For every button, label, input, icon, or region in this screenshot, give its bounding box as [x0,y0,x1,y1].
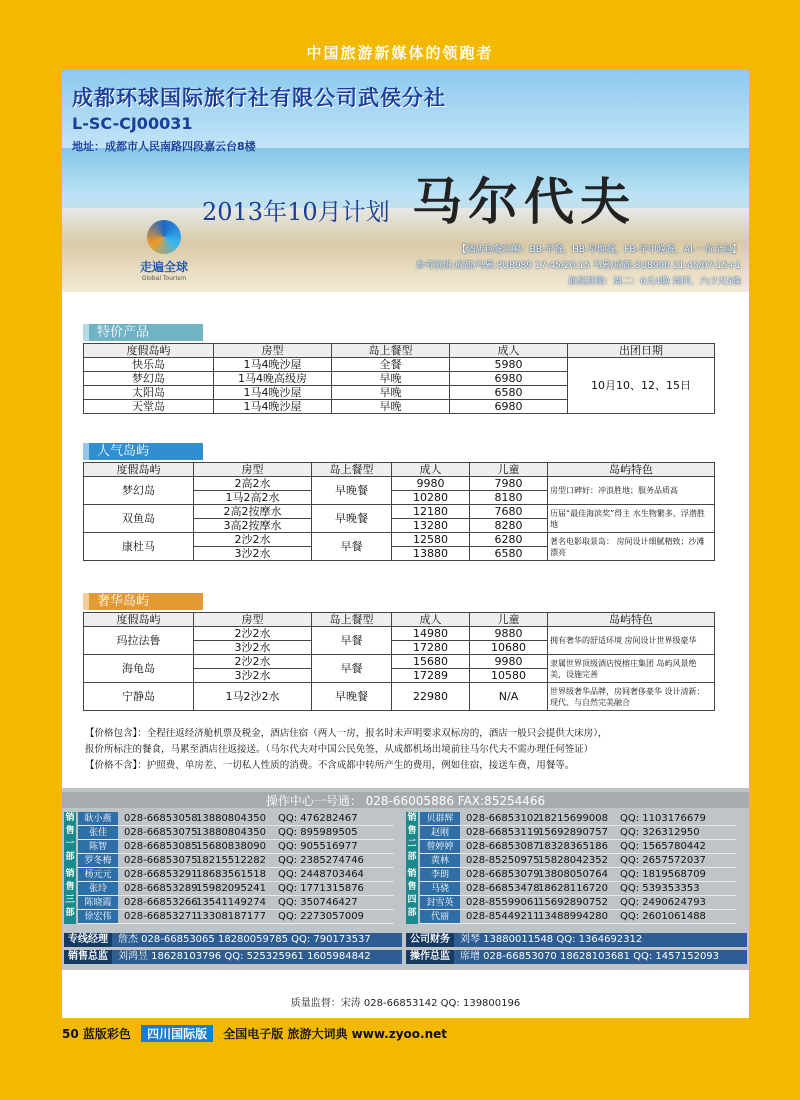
company-name: 成都环球国际旅行社有限公司武侯分社 [72,86,446,110]
column-header: 岛上餐型 [332,344,450,358]
footer-website: www.zyoo.net [351,1027,447,1041]
contact-qq: QQ: 326312950 [620,827,700,838]
contact-qq: QQ: 905516977 [278,841,358,852]
contact-mobile: 15982095241 [196,883,266,894]
room-cell: 3沙2水 [194,547,312,561]
room-cell: 1马2高2水 [194,491,312,505]
departure-date-cell: 10月10、12、15日 [568,358,715,414]
island-cell: 太阳岛 [84,386,214,400]
contact-phone: 028-66853289 [124,883,198,894]
luxury-section-title: 奢华岛屿 [83,593,203,610]
table-header-row [84,613,715,627]
column-header: 儿童 [470,463,548,477]
child-price-cell: 10580 [470,669,548,683]
license-number: L-SC-CJ00031 [72,114,193,133]
page-footer [62,1025,762,1045]
contact-mobile: 18683561518 [196,869,266,880]
sea-band [62,148,749,208]
edition-badge: 四川国际版 [141,1025,213,1042]
contact-phone: 028-66853079 [466,869,540,880]
adult-price-cell: 13880 [392,547,470,561]
contact-name: 陈智 [78,840,118,853]
island-cell: 康杜马 [84,533,194,561]
contact-mobile: 15692890752 [538,897,608,908]
room-cell: 3沙2水 [194,669,312,683]
contact-phone: 028-66853271 [124,911,198,922]
island-feature-cell: 拥有奢华的舒适环境 房间设计世界级豪华 [548,627,715,655]
column-header: 度假岛屿 [84,463,194,477]
contact-name: 代丽 [420,910,460,923]
contact-mobile: 13541149274 [196,897,266,908]
contact-phone: 028-66853075 [124,827,198,838]
contact-mobile: 13308187177 [196,911,266,922]
footer-slogan: 全国电子版 旅游大词典 [223,1027,348,1041]
contact-name: 赵刚 [420,826,460,839]
table-header-row [84,344,715,358]
table-header-row [84,463,715,477]
price-note-line: 报价所标注的餐食，马累至酒店往返接送。（马尔代夫对中国公民免签，从成都机场出境前往马尔代夫不需办理任何签证） [85,744,594,755]
contact-name: 封雪英 [420,896,460,909]
contact-mobile: 13808050764 [538,869,608,880]
room-cell: 3高2按摩水 [194,519,312,533]
meal-cell: 早餐 [312,533,392,561]
contact-row [420,854,736,868]
meal-cell: 早晚 [332,400,450,414]
contact-name: 徐宏伟 [78,910,118,923]
line-manager-row [64,933,402,947]
tagline: 中国旅游新媒体的领跑者 [306,44,494,62]
contact-phone: 028-85599061 [466,897,540,908]
contact-row [78,812,394,826]
contact-row [420,812,736,826]
contact-row [420,826,736,840]
finance-label: 公司财务 [406,933,454,947]
island-cell: 宁静岛 [84,683,194,711]
child-price-cell: 8280 [470,519,548,533]
meal-cell: 早晚餐 [312,683,392,711]
ops-director-label: 操作总监 [406,950,454,964]
line-manager-label: 专线经理 [64,933,112,947]
contact-row [78,854,394,868]
quality-supervision: 质量监督：宋涛 028-66853142 QQ: 139800196 [290,998,521,1009]
meal-cell: 早晚餐 [312,477,392,505]
contact-mobile: 15680838090 [196,841,266,852]
room-cell: 2沙2水 [194,655,312,669]
room-cell: 1马4晚沙屋 [214,358,332,372]
meal-cell: 早餐 [312,655,392,683]
contact-qq: QQ: 476282467 [278,813,358,824]
column-header: 岛上餐型 [312,613,392,627]
ops-director-row [406,950,747,964]
table-row [84,505,715,519]
adult-price-cell: 17289 [392,669,470,683]
adult-price-cell: 12580 [392,533,470,547]
contact-row [78,882,394,896]
column-header: 岛上餐型 [312,463,392,477]
sales-director-row [64,950,402,964]
price-note-line: 【价格包含】：全程往返经济舱机票及税金，酒店住宿（两人一房，报名时未声明要求双标房的，酒店一般只会提供大床房）， [85,728,608,739]
operation-center-line: 操作中心一号通： 028-66005886 FAX:85254466 [62,792,749,808]
contact-mobile: 18215699008 [538,813,608,824]
contact-mobile: 15692890757 [538,827,608,838]
child-price-cell: 6580 [470,547,548,561]
island-feature-cell: 隶属世界顶级酒店悦榕庄集团 岛屿风景绝美，设施完善 [548,655,715,683]
contact-name: 罗冬梅 [78,854,118,867]
contact-qq: QQ: 1103176679 [620,813,706,824]
contact-qq: QQ: 2385274746 [278,855,364,866]
child-price-cell: N/A [470,683,548,711]
meal-note: 【酒店包餐注解：BB-早餐，HB-早晚餐，FB-早中晚餐，AI-一价全包】 [457,245,741,255]
column-header: 成人 [392,613,470,627]
contact-qq: QQ: 539353353 [620,883,700,894]
adult-price-cell: 15680 [392,655,470,669]
contact-qq: QQ: 350746427 [278,897,358,908]
child-price-cell: 7680 [470,505,548,519]
child-price-cell: 9980 [470,655,548,669]
brand-logo [114,220,214,282]
flight-reference: 参考航班:成都/马累:3U8989 17:45/20:15 马累/成都:3U8990 21:45/07:15+1 [415,261,741,271]
column-header: 房型 [194,463,312,477]
advert-page [62,70,749,1018]
adult-price-cell: 12180 [392,505,470,519]
contact-row [420,882,736,896]
table-row [84,477,715,491]
contact-phone: 028-85250975 [466,855,540,866]
right-contact-list [420,812,736,924]
child-price-cell: 7980 [470,477,548,491]
contact-mobile: 15828042352 [538,855,608,866]
contact-name: 张玲 [78,882,118,895]
contact-phone: 028-66853087 [466,841,540,852]
column-header: 岛屿特色 [548,463,715,477]
contact-row [420,910,736,924]
contact-phone: 028-66853058 [124,813,198,824]
popular-section-title: 人气岛屿 [83,443,203,460]
room-cell: 1马4晚高级房 [214,372,332,386]
island-feature-cell: 房型口碑好：冲浪胜地；服务品质高 [548,477,715,505]
luxury-table [83,612,715,711]
child-price-cell: 6280 [470,533,548,547]
finance-row [406,933,747,947]
room-cell: 2沙2水 [194,533,312,547]
adult-price-cell: 6580 [450,386,568,400]
column-header: 房型 [194,613,312,627]
price-notes [85,726,725,774]
brand-logo-name: 走遍全球 [139,260,188,274]
meal-cell: 早餐 [312,627,392,655]
island-cell: 海龟岛 [84,655,194,683]
contact-qq: QQ: 2448703464 [278,869,364,880]
contact-mobile: 13488994280 [538,911,608,922]
contact-phone: 028-66853291 [124,869,198,880]
room-cell: 1马2沙2水 [194,683,312,711]
island-cell: 玛拉法鲁 [84,627,194,655]
column-header: 岛屿特色 [548,613,715,627]
sales-director-info: 刘鸿昱 18628103796 QQ: 525325961 1605984842 [118,951,371,962]
child-price-cell: 10680 [470,641,548,655]
contact-row [420,868,736,882]
adult-price-cell: 5980 [450,358,568,372]
sales-group-label: 销售二部 [406,812,418,868]
contact-row [78,910,394,924]
meal-cell: 早晚餐 [312,505,392,533]
line-manager-info: 詹杰 028-66853065 18280059785 QQ: 790173537 [118,934,371,945]
meal-cell: 早晚 [332,372,450,386]
sales-group-label: 销售四部 [406,868,418,924]
contact-phone: 028-66853075 [124,855,198,866]
adult-price-cell: 13280 [392,519,470,533]
room-cell: 2高2按摩水 [194,505,312,519]
adult-price-cell: 10280 [392,491,470,505]
popular-table [83,462,715,561]
contact-row [78,826,394,840]
contact-name: 李朗 [420,868,460,881]
contact-name: 黄林 [420,854,460,867]
contact-name: 耿小燕 [78,812,118,825]
contact-row [420,840,736,854]
table-row [84,683,715,711]
contact-phone: 028-66853266 [124,897,198,908]
adult-price-cell: 22980 [392,683,470,711]
sales-director-label: 销售总监 [64,950,112,964]
island-cell: 双鱼岛 [84,505,194,533]
contact-phone: 028-85449211 [466,911,540,922]
contact-qq: QQ: 895989505 [278,827,358,838]
sales-group-label: 销售一部 [64,812,76,868]
contact-mobile: 18628116720 [538,883,608,894]
table-row [84,655,715,669]
column-header: 儿童 [470,613,548,627]
child-price-cell: 8180 [470,491,548,505]
contact-phone: 028-66853102 [466,813,540,824]
ops-director-info: 席增 028-66853070 18628103681 QQ: 1457152093 [460,951,720,962]
left-contact-list [78,812,394,924]
contact-panel [62,788,749,970]
meal-cell: 早晚 [332,386,450,400]
table-row [84,533,715,547]
contact-name: 陈晓霞 [78,896,118,909]
adult-price-cell: 6980 [450,400,568,414]
contact-phone: 028-66853119 [466,827,540,838]
contact-qq: QQ: 2273057009 [278,911,364,922]
island-cell: 天堂岛 [84,400,214,414]
island-feature-cell: 历届“最佳海滨奖”得主 水生物繁多，浮潜胜地 [548,505,715,533]
contact-row [420,896,736,910]
adult-price-cell: 9980 [392,477,470,491]
contact-name: 杨元元 [78,868,118,881]
special-section-title: 特价产品 [83,324,203,341]
company-address: 地址：成都市人民南路四段嘉云台8楼 [72,140,256,153]
island-cell: 梦幻岛 [84,477,194,505]
plan-title: 2013年10月计划 [202,198,390,226]
globe-icon [147,220,181,254]
contact-row [78,868,394,882]
page-number: 50 [62,1027,79,1041]
partner-logos [62,1014,749,1018]
contact-row [78,840,394,854]
contact-name: 贝群辉 [420,812,460,825]
adult-price-cell: 6980 [450,372,568,386]
contact-name: 曾婷婷 [420,840,460,853]
finance-info: 刘琴 13880011548 QQ: 1364692312 [460,934,643,945]
sales-group-label: 销售三部 [64,868,76,924]
island-cell: 快乐岛 [84,358,214,372]
column-header: 度假岛屿 [84,344,214,358]
column-header: 成人 [392,463,470,477]
column-header: 成人 [450,344,568,358]
island-feature-cell: 世界级奢华品牌，房间奢侈豪华 设计清新：现代、与自然完美融合 [548,683,715,711]
contact-phone: 028-66853478 [466,883,540,894]
room-cell: 2高2水 [194,477,312,491]
column-header: 房型 [214,344,332,358]
adult-price-cell: 14980 [392,627,470,641]
contact-phone: 028-66853085 [124,841,198,852]
destination-title: 马尔代夫 [412,172,636,231]
special-table [83,343,715,414]
contact-mobile: 18215512282 [196,855,266,866]
room-cell: 1马4晚沙屋 [214,400,332,414]
contact-name: 张佳 [78,826,118,839]
table-row [84,627,715,641]
contact-qq: QQ: 1565780442 [620,841,706,852]
brand-logo-sub: Global Tourism [141,275,187,282]
island-cell: 梦幻岛 [84,372,214,386]
hero-banner [62,70,749,292]
price-note-line: 【价格不含】：护照费、单房差、一切私人性质的消费。不含成都中转所产生的费用，例如住宿，接送车费，用餐等。 [85,760,575,771]
meal-cell: 全餐 [332,358,450,372]
room-cell: 1马4晚沙屋 [214,386,332,400]
contact-row [78,896,394,910]
contact-qq: QQ: 2490624793 [620,897,706,908]
contact-qq: QQ: 1819568709 [620,869,706,880]
contact-qq: QQ: 2657572037 [620,855,706,866]
flight-schedule: 航班排期：周二：6天4晚 周四、六:7天5晚 [568,277,741,287]
adult-price-cell: 17280 [392,641,470,655]
contact-mobile: 13880804350 [196,813,266,824]
room-cell: 3沙2水 [194,641,312,655]
column-header: 度假岛屿 [84,613,194,627]
column-header: 出团日期 [568,344,715,358]
room-cell: 2沙2水 [194,627,312,641]
island-feature-cell: 著名电影取景岛： 房间设计细腻精致；沙滩漂亮 [548,533,715,561]
table-row [84,358,715,372]
child-price-cell: 9880 [470,627,548,641]
contact-mobile: 13880804350 [196,827,266,838]
contact-qq: QQ: 2601061488 [620,911,706,922]
contact-name: 马骁 [420,882,460,895]
contact-mobile: 18328365186 [538,841,608,852]
color-edition: 蓝版彩色 [82,1027,131,1041]
contact-qq: QQ: 1771315876 [278,883,364,894]
